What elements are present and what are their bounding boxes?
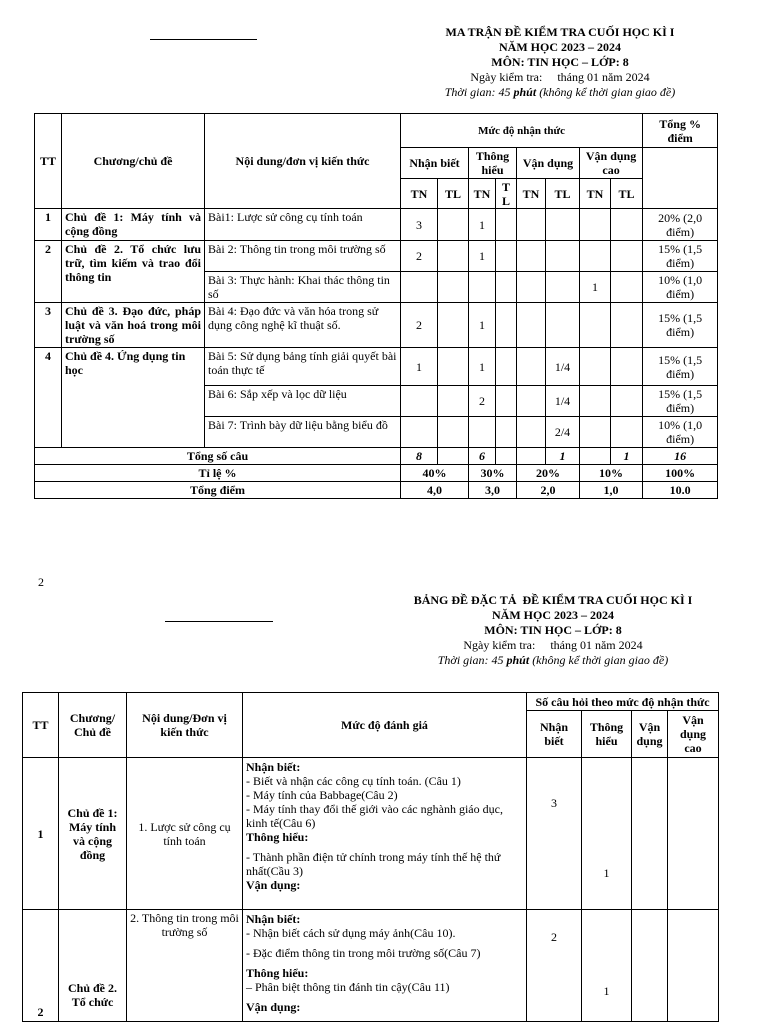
- points-label: Tổng điểm: [35, 482, 401, 499]
- sum-total: 16: [643, 448, 718, 465]
- row-tt: 1: [35, 209, 62, 241]
- header-underline-left: [165, 621, 273, 622]
- ratio-vd: 20%: [517, 465, 580, 482]
- cell-total: 15% (1,5 điểm): [643, 241, 718, 272]
- col-vd: Vận dụng: [632, 711, 668, 758]
- time-prefix: Thời gian: 45: [437, 653, 507, 667]
- ratio-th: 30%: [469, 465, 517, 482]
- row-content: Bài 3: Thực hành: Khai thác thông tin số: [205, 272, 401, 303]
- col-chapter: Chương/chủ đề: [62, 114, 205, 209]
- th-count: 1: [603, 984, 610, 998]
- sub-tn: TN: [401, 179, 438, 209]
- table-row: [23, 910, 719, 1022]
- col-th: Thông hiểu: [469, 148, 517, 179]
- sum-nb: 8: [401, 448, 438, 465]
- row-content: Bài 4: Đạo đức và văn hóa trong sử dụng công nghệ kĩ thuật số.: [205, 303, 401, 348]
- row-tt: 1: [23, 758, 59, 910]
- cell-nb: [527, 758, 582, 910]
- row-content: Bài 2: Thông tin trong môi trường số: [205, 241, 401, 272]
- sub-tl: T L: [496, 179, 517, 209]
- cell-total: 10% (1,0 điểm): [643, 272, 718, 303]
- spec-table: [22, 692, 719, 1022]
- sub-tl: TL: [438, 179, 469, 209]
- nb-count: 2: [551, 930, 557, 944]
- row-chapter: Chủ đề 1: Máy tính và cộng đồng: [62, 209, 205, 241]
- level-item: - Thành phần điện tử chính trong máy tính thế hệ thứ nhất(Cầu 3): [246, 850, 501, 878]
- cell-th-tn: 1: [469, 348, 496, 386]
- sum-count-label: Tổng số câu: [35, 448, 401, 465]
- row-chapter: Chủ đề 3. Đạo đức, pháp luật và văn hoá trong môi trường số: [62, 303, 205, 348]
- col-th: Thông hiểu: [582, 711, 632, 758]
- col-content: Nội dung/đơn vị kiến thức: [205, 114, 401, 209]
- page-number: 2: [38, 575, 44, 589]
- points-total: 10.0: [643, 482, 718, 499]
- ratio-vdc: 10%: [580, 465, 643, 482]
- level-item: - Đặc điểm thông tin trong môi trường số(Câu 7): [246, 946, 481, 960]
- cell-total: 15% (1,5 điểm): [643, 348, 718, 386]
- cell-vd-tl: 2/4: [546, 417, 580, 448]
- row-content: Bài 7: Trình bày dữ liệu bằng biểu đồ: [205, 417, 401, 448]
- matrix-date: Ngày kiểm tra: tháng 01 năm 2024: [470, 70, 650, 84]
- time-bold: phút: [506, 653, 530, 667]
- time-suffix: (không kể thời gian giao đề): [536, 85, 676, 99]
- cell-total: 20% (2,0 điểm): [643, 209, 718, 241]
- row-tt: 3: [35, 303, 62, 348]
- sum-th: 6: [469, 448, 496, 465]
- cell-total: 10% (1,0 điểm): [643, 417, 718, 448]
- points-row: [35, 482, 718, 499]
- col-chapter: Chương/ Chủ đề: [59, 693, 127, 758]
- row-tt: 2: [35, 241, 62, 303]
- level-item: – Phân biệt thông tin đánh tin cậy(Câu 11): [246, 980, 450, 994]
- matrix-header: [400, 25, 720, 100]
- sub-tl: TL: [546, 179, 580, 209]
- sub-tn: TN: [517, 179, 546, 209]
- col-count: Số câu hỏi theo mức độ nhận thức: [527, 693, 719, 711]
- cell-nb-tn: 3: [401, 209, 438, 241]
- col-vdc: Vận dụng cao: [580, 148, 643, 179]
- matrix-title: MA TRẬN ĐỀ KIỂM TRA CUỐI HỌC KÌ I: [445, 25, 675, 39]
- table-row: [35, 303, 718, 348]
- sum-vdc: 1: [611, 448, 643, 465]
- spec-date: Ngày kiểm tra: tháng 01 năm 2024: [463, 638, 643, 652]
- cell-vd-tl: 1/4: [546, 386, 580, 417]
- level-item: - Nhận biết cách sử dụng máy ảnh(Câu 10).: [246, 926, 456, 940]
- cell-nb-tn: 2: [401, 303, 438, 348]
- table-row: [35, 348, 718, 386]
- level-vd-head: Vận dụng:: [246, 1000, 301, 1014]
- matrix-table: [34, 113, 718, 499]
- row-chapter: Chủ đề 1: Máy tính và cộng đồng: [59, 758, 127, 910]
- ratio-total: 100%: [643, 465, 718, 482]
- spec-subject: MÔN: TIN HỌC – LỚP: 8: [484, 623, 622, 637]
- ratio-row: [35, 465, 718, 482]
- row-chapter: Chủ đề 2. Tổ chức: [59, 910, 127, 1022]
- col-vd: Vận dụng: [517, 148, 580, 179]
- col-level: Mức độ nhận thức: [401, 114, 643, 148]
- sum-count-row: [35, 448, 718, 465]
- cell-th-tn: 2: [469, 386, 496, 417]
- row-content: 2. Thông tin trong môi trường số: [127, 910, 243, 1022]
- col-level: Mức độ đánh giá: [243, 693, 527, 758]
- level-th-head: Thông hiểu:: [246, 830, 309, 844]
- level-th-head: Thông hiểu:: [246, 966, 309, 980]
- level-nb-head: Nhận biết:: [246, 760, 301, 774]
- spec-time: [380, 653, 726, 668]
- row-tt: 4: [35, 348, 62, 448]
- level-vd-head: Vận dụng:: [246, 878, 301, 892]
- spec-year: NĂM HỌC 2023 – 2024: [492, 608, 614, 622]
- table-row: [23, 758, 719, 910]
- cell-vd-tl: 1/4: [546, 348, 580, 386]
- spec-header: [380, 593, 726, 668]
- time-suffix: (không kể thời gian giao đề): [529, 653, 669, 667]
- cell-th: [582, 758, 632, 910]
- header-underline-left: [150, 39, 257, 40]
- cell-nb: [527, 910, 582, 1022]
- col-tt: TT: [23, 693, 59, 758]
- col-nb: Nhận biết: [401, 148, 469, 179]
- row-tt: 2: [23, 910, 59, 1022]
- col-content: Nội dung/Đơn vị kiến thức: [127, 693, 243, 758]
- row-chapter: Chủ đề 4. Ứng dụng tin học: [62, 348, 205, 448]
- level-item: - Máy tính của Babbage(Câu 2): [246, 788, 398, 802]
- spec-title: BẢNG ĐỀ ĐẶC TẢ ĐỀ KIỂM TRA CUỐI HỌC KÌ I: [413, 593, 693, 607]
- matrix-time: [400, 85, 720, 100]
- time-bold: phút: [513, 85, 537, 99]
- row-levels: [243, 758, 527, 910]
- row-chapter: Chủ đề 2. Tổ chức lưu trữ, tìm kiếm và trao đổi thông tin: [62, 241, 205, 303]
- matrix-subject: MÔN: TIN HỌC – LỚP: 8: [491, 55, 629, 69]
- level-nb-head: Nhận biết:: [246, 912, 301, 926]
- cell-nb-tn: 1: [401, 348, 438, 386]
- col-vdc: Vận dụng cao: [668, 711, 719, 758]
- level-item: - Máy tính thay đổi thế giới vào các nghành giáo dục, kinh tế(Câu 6): [246, 802, 503, 830]
- row-content: 1. Lược sử công cụ tính toán: [127, 758, 243, 910]
- row-levels: [243, 910, 527, 1022]
- ratio-nb: 40%: [401, 465, 469, 482]
- col-nb: Nhận biết: [527, 711, 582, 758]
- row-content: Bài1: Lược sử công cụ tính toán: [205, 209, 401, 241]
- sub-tn: TN: [469, 179, 496, 209]
- points-nb: 4,0: [401, 482, 469, 499]
- sum-vd: 1: [546, 448, 580, 465]
- col-total-blank: [643, 148, 718, 209]
- th-count: 1: [603, 866, 610, 880]
- table-row: [35, 241, 718, 272]
- cell-th-tn: 1: [469, 241, 496, 272]
- sub-tn: TN: [580, 179, 611, 209]
- points-vdc: 1,0: [580, 482, 643, 499]
- cell-th-tn: 1: [469, 303, 496, 348]
- sub-tl: TL: [611, 179, 643, 209]
- ratio-label: Tỉ lệ %: [35, 465, 401, 482]
- cell-nb-tn: 2: [401, 241, 438, 272]
- level-item: - Biết và nhận các công cụ tính toán. (Câu 1): [246, 774, 461, 788]
- points-vd: 2,0: [517, 482, 580, 499]
- row-content: Bài 6: Sắp xếp và lọc dữ liệu: [205, 386, 401, 417]
- row-content: Bài 5: Sử dụng bảng tính giải quyết bài toán thực tế: [205, 348, 401, 386]
- matrix-year: NĂM HỌC 2023 – 2024: [499, 40, 621, 54]
- cell-th: [582, 910, 632, 1022]
- points-th: 3,0: [469, 482, 517, 499]
- col-tt: TT: [35, 114, 62, 209]
- nb-count: 3: [551, 796, 557, 810]
- table-row: [35, 209, 718, 241]
- col-total: Tổng % điểm: [643, 114, 718, 148]
- time-prefix: Thời gian: 45: [444, 85, 514, 99]
- cell-total: 15% (1,5 điểm): [643, 303, 718, 348]
- cell-vdc-tn: 1: [580, 272, 611, 303]
- cell-th-tn: 1: [469, 209, 496, 241]
- cell-total: 15% (1,5 điểm): [643, 386, 718, 417]
